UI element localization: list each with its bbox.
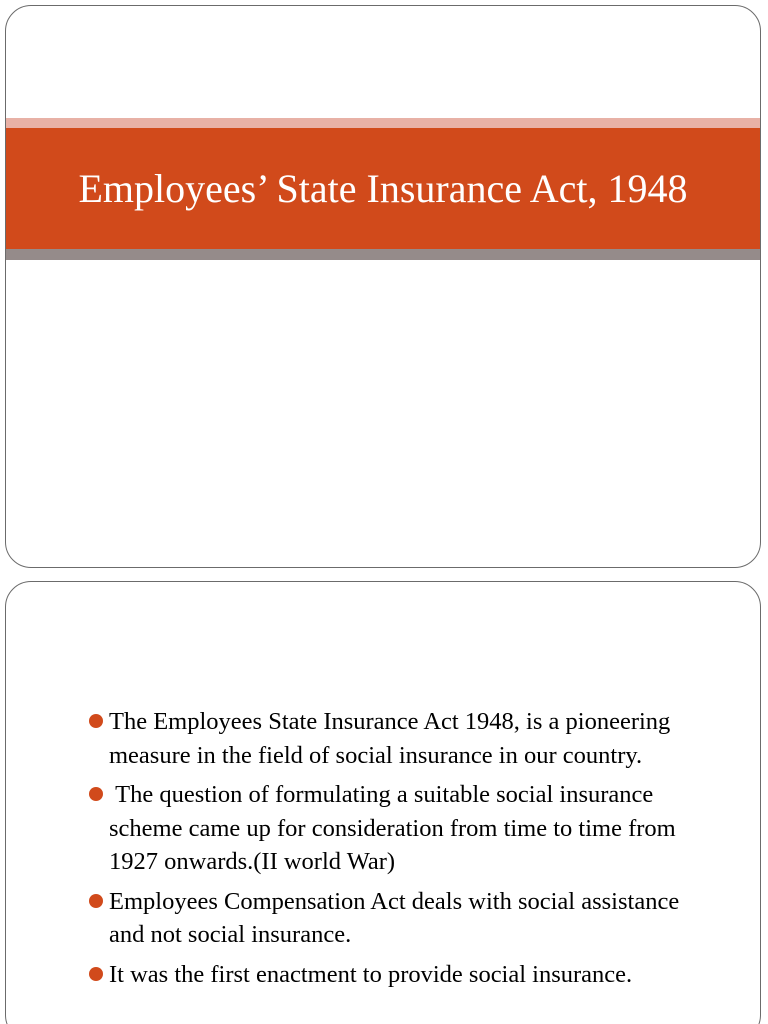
bullet-text: The question of formulating a suitable social insurance scheme came up for consideration from time to time from 1927 onwards.(II world War)	[109, 781, 682, 875]
bullet-list	[86, 705, 706, 997]
bullet-dot-icon	[89, 894, 103, 908]
bullet-dot-icon	[89, 787, 103, 801]
content-slide	[5, 581, 761, 1024]
title-band	[6, 128, 760, 249]
title-band-highlight	[6, 118, 760, 128]
bullet-text: Employees Compensation Act deals with social assistance and not social insurance.	[109, 887, 680, 948]
bullet-text: The Employees State Insurance Act 1948, is a pioneering measure in the field of social insurance in our country.	[109, 708, 671, 769]
title-band-shadow	[6, 249, 760, 260]
bullet-dot-icon	[89, 967, 103, 981]
bullet-item	[86, 778, 706, 879]
slide-title: Employees’ State Insurance Act, 1948	[78, 166, 688, 211]
title-slide	[5, 5, 761, 568]
bullet-dot-icon	[89, 714, 103, 728]
bullet-item	[86, 705, 706, 772]
bullet-item	[86, 958, 706, 992]
bullet-item	[86, 885, 706, 952]
bullet-text: It was the first enactment to provide social insurance.	[109, 960, 633, 988]
